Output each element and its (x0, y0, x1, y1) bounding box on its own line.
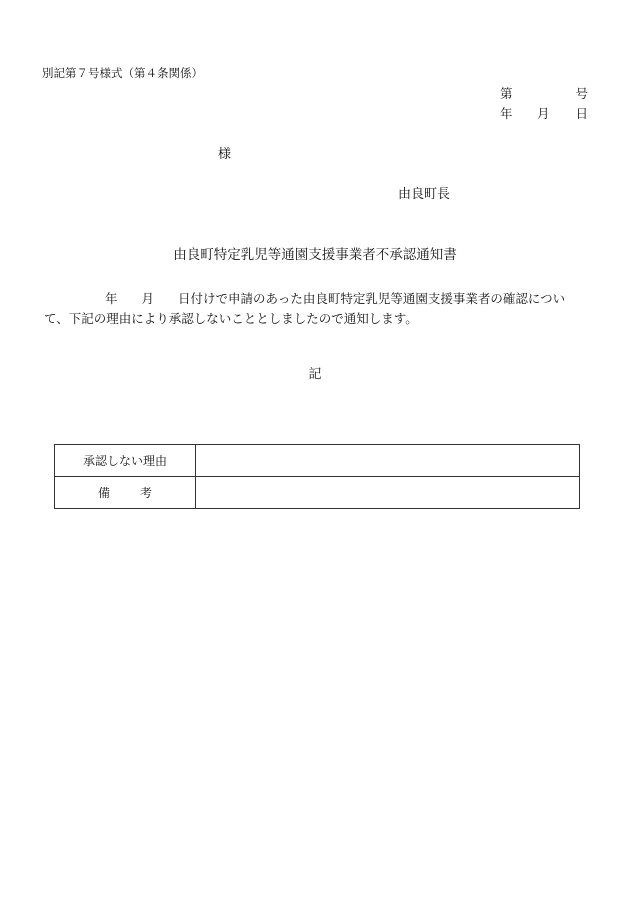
date-year: 年 (500, 106, 513, 121)
remarks-label-char-2: 考 (140, 486, 153, 500)
ki-heading: 記 (308, 367, 322, 382)
reason-table (54, 444, 580, 509)
remarks-label-char-1: 備 (97, 486, 110, 500)
table-row (55, 477, 580, 509)
addressee-suffix: 様 (218, 147, 232, 162)
number-prefix: 第 (500, 86, 513, 101)
date-line (500, 108, 588, 122)
document-title: 由良町特定乳児等通園支援事業者不承認通知書 (173, 247, 457, 263)
table-row (55, 445, 580, 477)
body-line-1 (44, 289, 590, 309)
reason-value-cell (196, 445, 580, 477)
number-suffix: 号 (575, 86, 588, 101)
remarks-label (55, 477, 196, 509)
form-id: 別記第７号様式（第４条関係） (42, 66, 203, 80)
remarks-value-cell (196, 477, 580, 509)
issuer-name: 由良町長 (398, 187, 451, 202)
reason-label: 承認しない理由 (55, 445, 196, 477)
body-line-2: て、下記の理由により承認しないこととしましたので通知します。 (44, 311, 418, 326)
date-month: 月 (537, 106, 550, 121)
body-line-1-rest: 日付けで申請のあった由良町特定乳児等通園支援事業者の確認につい (178, 291, 566, 306)
body-text (44, 289, 590, 329)
date-day: 日 (575, 106, 588, 121)
body-year: 年 (105, 291, 118, 306)
body-month: 月 (141, 291, 155, 306)
